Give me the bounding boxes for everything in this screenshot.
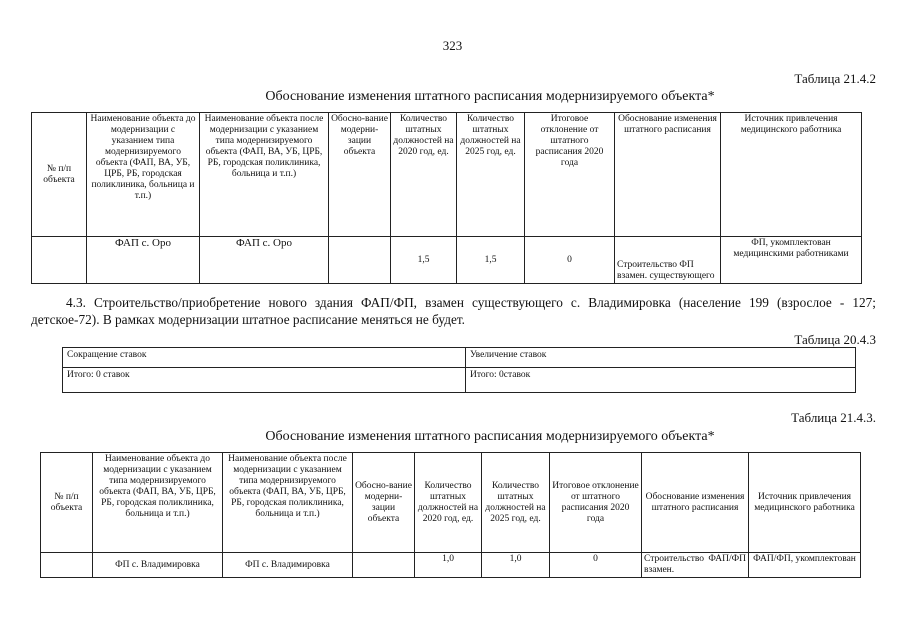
table3-header-justification: Обоснование изменения штатного расписания — [642, 453, 749, 553]
table1-cell-reason — [329, 237, 391, 284]
table3-header-num: № п/п объекта — [41, 453, 93, 553]
page-number: 323 — [442, 38, 463, 53]
table1-header-num: № п/п объекта — [32, 113, 87, 237]
table3-cell-2025: 1,0 — [482, 553, 550, 578]
table3-cell-reason — [353, 553, 415, 578]
staff-increase-header: Увеличение ставок — [466, 348, 856, 368]
table3-header-before: Наименование объекта до модернизации с указанием типа модернизируемого объекта (ФАП, ВА, УБ, ЦРБ, РБ, городская поликлиника, больница и т.п.) — [93, 453, 223, 553]
table3-label: Таблица 21.4.3. — [791, 410, 876, 425]
table1-header-reason: Обосно-вание модерни-зации объекта — [329, 113, 391, 237]
section-paragraph — [31, 294, 876, 328]
table-row — [32, 237, 862, 284]
table1-header-2020: Количество штатных должностей на 2020 год, ед. — [391, 113, 457, 237]
table3-cell-after: ФП с. Владимировка — [223, 553, 353, 578]
table1-cell-2025: 1,5 — [457, 237, 525, 284]
section-paragraph-text: 4.3. Строительство/приобретение нового здания ФАП/ФП, взамен существующего с. Владимировка (население 199 (взрослое - 127; детское-72). В рамках модернизации штатное расписание меняться не будет. — [31, 295, 876, 327]
table1-label: Таблица 21.4.2 — [794, 71, 876, 86]
table3-header-source: Источник привлечения медицинского работника — [749, 453, 861, 553]
table1-title: Обоснование изменения штатного расписания модернизируемого объекта* — [265, 89, 715, 104]
table3-cell-2020: 1,0 — [415, 553, 482, 578]
staff-reduction-total: Итого: 0 ставок — [63, 368, 466, 393]
table-row — [63, 348, 856, 368]
table1-cell-2020: 1,5 — [391, 237, 457, 284]
table3-header-2025: Количество штатных должностей на 2025 год, ед. — [482, 453, 550, 553]
table1-cell-deviation: 0 — [525, 237, 615, 284]
table1-cell-after: ФАП с. Оро — [200, 237, 329, 284]
table1-header-row — [32, 113, 862, 237]
table1-header-source: Источник привлечения медицинского работника — [721, 113, 862, 237]
table1-cell-justification: Строительство ФП взамен. существующего — [615, 237, 721, 284]
table-row — [41, 553, 861, 578]
staff-reduction-header: Сокращение ставок — [63, 348, 466, 368]
table3-header-deviation: Итоговое отклонение от штатного расписания 2020 года — [550, 453, 642, 553]
staff-increase-total: Итого: 0ставок — [466, 368, 856, 393]
table3-header-after: Наименование объекта после модернизации с указанием типа модернизируемого объекта (ФАП, ВА, УБ, ЦРБ, РБ, городская поликлиника, больница и т.п.) — [223, 453, 353, 553]
table1 — [31, 112, 862, 284]
table3-cell-num — [41, 553, 93, 578]
table1-cell-num — [32, 237, 87, 284]
table2-label: Таблица 20.4.3 — [794, 332, 876, 347]
table1-header-deviation: Итоговое отклонение от штатного расписания 2020 года — [525, 113, 615, 237]
table3-cell-justification: Строительство ФАП/ФП взамен. — [642, 553, 749, 578]
table3-cell-source: ФАП/ФП, укомплектован — [749, 553, 861, 578]
table3-cell-before: ФП с. Владимировка — [93, 553, 223, 578]
table3-cell-deviation: 0 — [550, 553, 642, 578]
table1-header-justification: Обоснование изменения штатного расписания — [615, 113, 721, 237]
table1-header-before: Наименование объекта до модернизации с указанием типа модернизируемого объекта (ФАП, ВА, УБ, ЦРБ, РБ, городская поликлиника, больница и т.п.) — [87, 113, 200, 237]
table1-header-after: Наименование объекта после модернизации с указанием типа модернизируемого объекта (ФАП, ВА, УБ, ЦРБ, РБ, городская поликлиника, больница и т.п.) — [200, 113, 329, 237]
table-row — [63, 368, 856, 393]
table3-header-row — [41, 453, 861, 553]
table3-header-reason: Обосно-вание модерни-зации объекта — [353, 453, 415, 553]
table1-cell-source: ФП, укомплектован медицинскими работниками — [721, 237, 862, 284]
table3-header-2020: Количество штатных должностей на 2020 год, ед. — [415, 453, 482, 553]
table1-cell-before: ФАП с. Оро — [87, 237, 200, 284]
table1-header-2025: Количество штатных должностей на 2025 год, ед. — [457, 113, 525, 237]
table3 — [40, 452, 861, 578]
staff-change-table — [62, 347, 856, 393]
table3-title: Обоснование изменения штатного расписания модернизируемого объекта* — [265, 429, 715, 444]
